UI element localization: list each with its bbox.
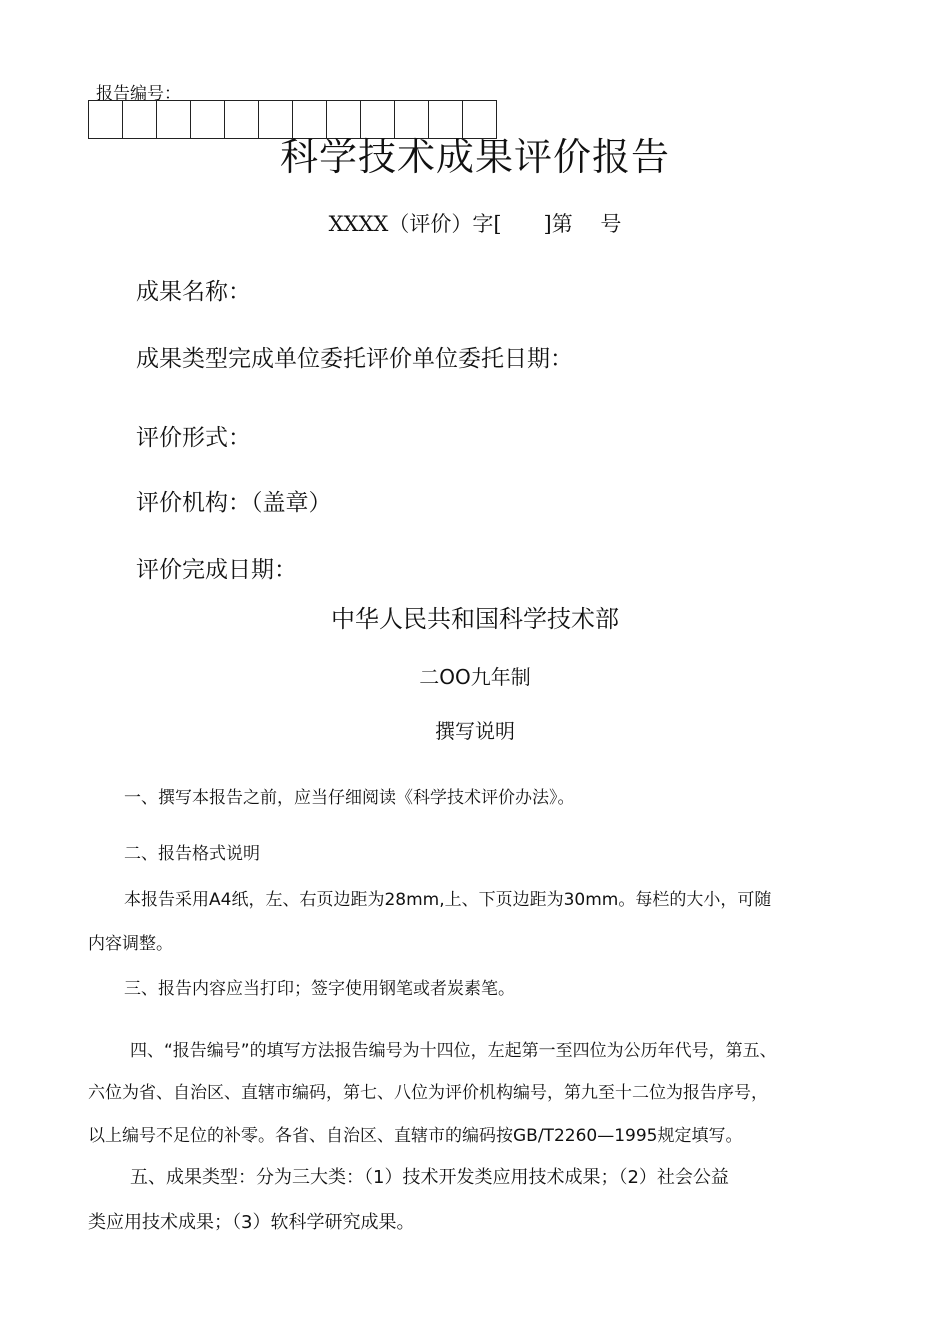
field-completion-date: 评价完成日期：	[136, 557, 297, 583]
guide-heading: 撰写说明	[435, 719, 515, 743]
guide-item-4-line-1: 四、“报告编号”的填写方法报告编号为十四位，左起第一至四位为公历年代号，第五、	[130, 1041, 777, 1061]
guide-item-5-line-1: 五、成果类型：分为三大类：（1）技术开发类应用技术成果；（2）社会公益	[130, 1167, 729, 1188]
field-type-and-units: 成果类型完成单位委托评价单位委托日期：	[136, 346, 573, 372]
guide-item-2-detail-line-2: 内容调整。	[88, 934, 173, 954]
issue-year: 二OO九年制	[419, 665, 531, 689]
guide-item-2-detail-line-1: 本报告采用A4纸，左、右页边距为28mm,上、下页边距为30mm。每栏的大小，可随	[124, 890, 772, 910]
guide-item-3: 三、报告内容应当打印；签字使用钢笔或者炭素笔。	[124, 979, 515, 999]
guide-item-4-line-3: 以上编号不足位的补零。各省、自治区、直辖市的编码按GB/T2260—1995规定填写。	[88, 1126, 743, 1146]
field-evaluation-form: 评价形式：	[136, 425, 251, 451]
report-number-label: 报告编号：	[96, 84, 181, 104]
guide-item-2: 二、报告格式说明	[124, 844, 260, 864]
guide-item-5-line-2: 类应用技术成果；（3）软科学研究成果。	[88, 1212, 415, 1233]
field-achievement-name: 成果名称：	[136, 279, 251, 305]
document-number-line: XXXX（评价）字[ ]第 号	[328, 212, 622, 236]
document-title: 科学技术成果评价报告	[279, 135, 670, 179]
guide-item-1: 一、撰写本报告之前，应当仔细阅读《科学技术评价办法》。	[124, 788, 575, 808]
field-evaluation-org: 评价机构：（盖章）	[136, 490, 332, 516]
issuing-ministry: 中华人民共和国科学技术部	[331, 605, 619, 633]
guide-item-4-line-2: 六位为省、自治区、直辖市编码，第七、八位为评价机构编号，第九至十二位为报告序号，	[88, 1083, 768, 1103]
